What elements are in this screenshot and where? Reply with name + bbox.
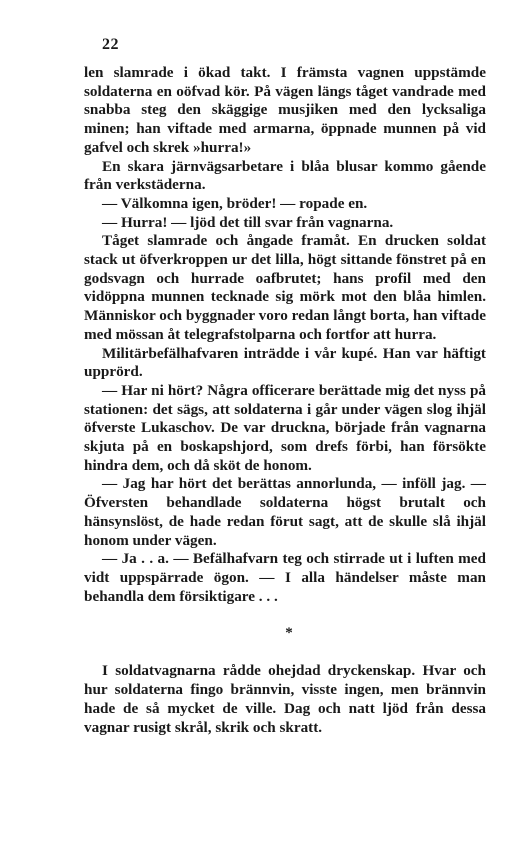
paragraph: En skara järnvägsarbetare i blåa blusar kommo gående från verkstäderna.	[84, 157, 486, 194]
paragraph: len slamrade i ökad takt. I främsta vagnen uppstämde soldaterna en oöfvad kör. På vägen längs tåget vandrade med snabba steg den skäggige musjiken med den lycksaliga minen; han viftade med armarna, öppnade munnen på vid gafvel och skrek »hurra!»	[84, 64, 486, 156]
paragraph: — Välkomna igen, bröder! — ropade en.	[102, 194, 368, 212]
section-separator: *	[285, 625, 293, 642]
paragraph: Militärbefälhafvaren inträdde i vår kupé. Han var häftigt upprörd.	[84, 344, 486, 381]
page-number: 22	[102, 36, 119, 53]
paragraph: I soldatvagnarna rådde ohejdad dryckenskap. Hvar och hur soldaterna fingo brännvin, visste ingen, men brännvin hade de så mycket de ville. Dag och natt ljöd från dessa vagnar rusigt skrål, skrik och skratt.	[84, 662, 486, 736]
paragraph: — Ja . . a. — Befälhafvarn teg och stirrade ut i luften med vidt uppspärrade ögon. — I alla händelser måste man behandla dem försiktigare . . .	[84, 550, 486, 605]
paragraph: — Hurra! — ljöd det till svar från vagnarna.	[102, 213, 394, 231]
paragraph: — Har ni hört? Några officerare berättade mig det nyss på stationen: det sägs, att soldaterna i går under vägen slog ihjäl öfverste Lukaschov. De var druckna, började från vagnarna skjuta på en boskapshjord, som drefs förbi, han försökte hindra dem, och då sköt de honom.	[84, 381, 486, 474]
paragraph: — Jag har hört det berättas annorlunda, — inföll jag. — Öfversten behandlade soldaterna högst brutalt och hänsynslöst, de hade redan förut sagt, att de skulle slå ihjäl honom under vägen.	[84, 475, 486, 549]
page-body	[84, 64, 486, 737]
paragraph: Tåget slamrade och ångade framåt. En drucken soldat stack ut öfverkroppen ur det lilla, högt sittande fönstret på en godsvagn och hurrade oafbrutet; hans profil med den vidöppna munnen tecknade sig mörk mot den blåa himlen. Människor och byggnader voro redan långt borta, han viftade med mössan åt telegrafstolparna och fortfor att hurra.	[84, 232, 486, 343]
